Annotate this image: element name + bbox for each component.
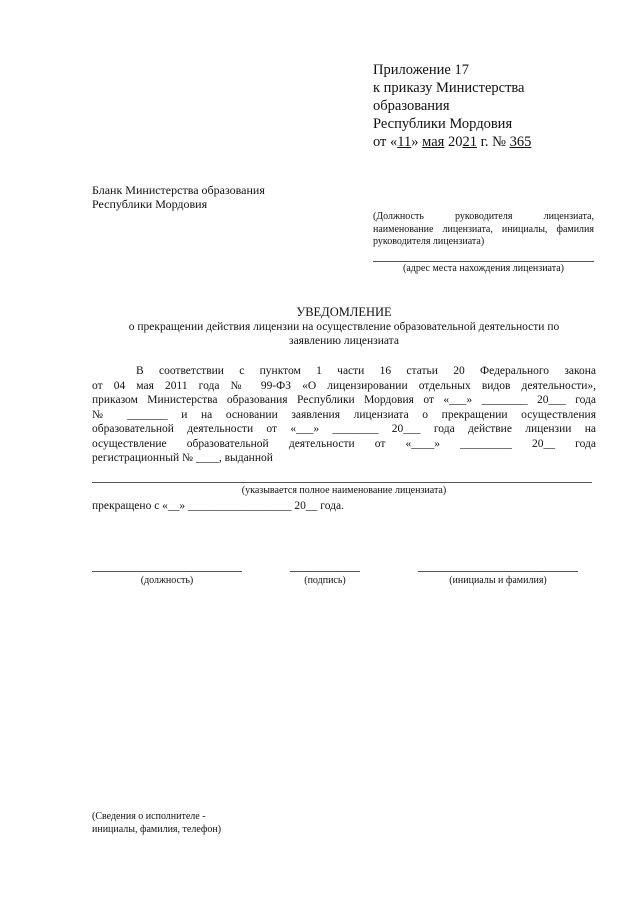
- year-prefix: 20: [444, 134, 463, 150]
- document-subtitle: [92, 320, 596, 348]
- approval-line-region: Республики Мордовия: [373, 116, 513, 132]
- initials-line: [418, 571, 578, 572]
- document-title: УВЕДОМЛЕНИЕ: [296, 305, 392, 319]
- position-caption: (должность): [140, 575, 194, 586]
- blank-line-1: Бланк Министерства образования: [92, 183, 265, 197]
- address-line: [373, 261, 594, 262]
- approval-line-order: к приказу Министерства: [373, 80, 525, 96]
- ministry-blank: [92, 183, 352, 211]
- executor-line-1: (Сведения о исполнителе -: [92, 811, 206, 822]
- approval-day: 11: [397, 134, 412, 150]
- position-line: [92, 571, 242, 572]
- approval-line-appendix: Приложение 17: [373, 62, 469, 78]
- signature-line: [290, 571, 360, 572]
- terminated-date-line: прекращено с «__» __________________ 20__ года.: [92, 500, 344, 512]
- body-paragraph: [92, 364, 596, 466]
- body-line-7: регистрационный № ____, выданной: [92, 452, 273, 464]
- approval-date-line: [373, 133, 613, 151]
- subtitle-line-1: о прекращении действия лицензии на осуществление образовательной деятельности по: [128, 321, 560, 333]
- executor-info: [92, 810, 292, 836]
- approval-number: 365: [509, 134, 532, 150]
- date-suffix: г. №: [476, 134, 510, 150]
- blank-line-2: Республики Мордовия: [92, 197, 208, 211]
- address-caption: (адрес места нахождения лицензиата): [403, 263, 564, 274]
- date-mid: »: [411, 134, 423, 150]
- approval-month: мая: [422, 134, 445, 150]
- licensee-caption: (указывается полное наименование лицензиата): [241, 485, 447, 496]
- date-prefix: от «: [373, 134, 398, 150]
- body-line-6: осуществление образовательной деятельности от «____» _________ 20__ года: [92, 437, 596, 450]
- body-line-3: приказом Министерства образования Республики Мордовия от «___» ________ 20___ года: [92, 394, 596, 406]
- body-line-5: образовательной деятельности от «___» ________ 20___ года действие лицензии на: [92, 423, 596, 435]
- subtitle-line-2: заявлению лицензиата: [289, 335, 399, 347]
- body-line-2: от 04 мая 2011 года № 99-ФЗ «О лицензировании отдельных видов деятельности»,: [92, 379, 596, 392]
- approval-block: [373, 61, 613, 151]
- executor-line-2: инициалы, фамилия, телефон): [92, 824, 222, 835]
- initials-caption: (инициалы и фамилия): [449, 575, 547, 586]
- licensee-name-line: [92, 482, 592, 483]
- body-line-4: № _______ и на основании заявления лицензиата о прекращении осуществления: [92, 408, 596, 421]
- signature-caption: (подпись): [304, 575, 346, 586]
- addressee-hint: (Должность руководителя лицензиата, наименование лицензиата, инициалы, фамилия руководителя лицензиата): [373, 211, 594, 247]
- approval-year: 21: [462, 134, 477, 150]
- body-line-1: В соответствии с пунктом 1 части 16 статьи 20 Федерального закона: [136, 365, 596, 377]
- approval-line-ministry: образования: [373, 98, 450, 114]
